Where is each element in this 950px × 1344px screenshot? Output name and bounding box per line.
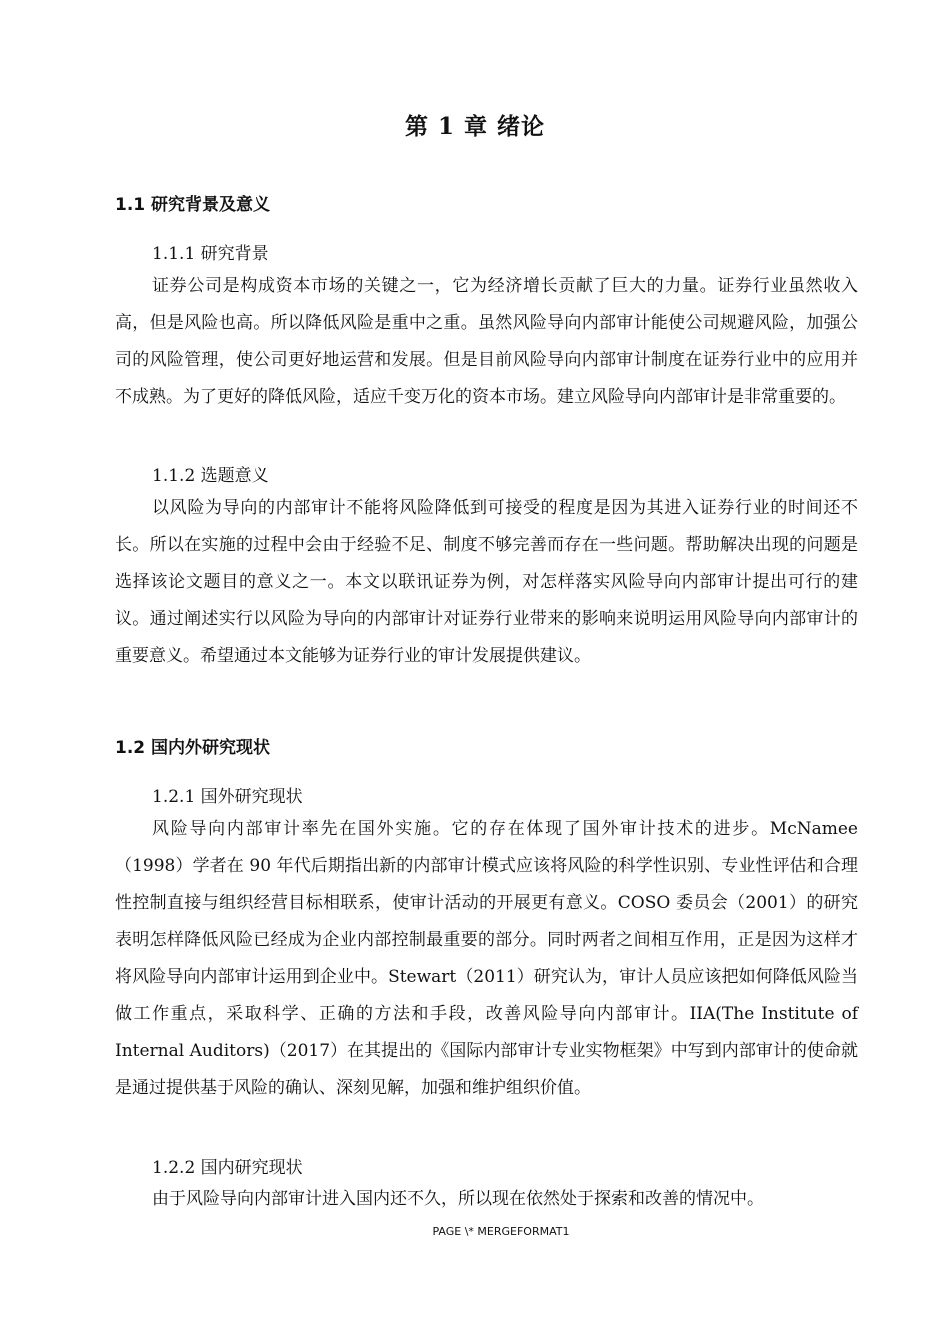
section-heading-1-2: 1.2 国内外研究现状 [115,738,271,758]
subsection-heading-1-1-1: 1.1.1 研究背景 [152,244,269,264]
subsection-heading-1-2-1: 1.2.1 国外研究现状 [152,787,303,807]
paragraph-foreign-research: 风险导向内部审计率先在国外实施。它的存在体现了国外审计技术的进步。McNamee（1998）学者在 90 年代后期指出新的内部审计模式应该将风险的科学性识别、专业性评估和合理性控制直接与组织经营目标相联系，使审计活动的开展更有意义。COSO 委员会（2001）的研究表明怎样降低风险已经成为企业内部控制最重要的部分。同时两者之间相互作用，正是因为这样才将风险导向内部审计运用到企业中。Stewart（2011）研究认为，审计人员应该把如何降低风险当做工作重点，采取科学、正确的方法和手段，改善风险导向内部审计。IIA(The Institute of Internal Auditors)（2017）在其提出的《国际内部审计专业实物框架》中写到内部审计的使命就是通过提供基于风险的确认、深刻见解，加强和维护组织价值。 [115,819,858,1098]
page-footer: PAGE \* MERGEFORMAT1 [432,1225,570,1238]
paragraph-background: 证券公司是构成资本市场的关键之一，它为经济增长贡献了巨大的力量。证券行业虽然收入高，但是风险也高。所以降低风险是重中之重。虽然风险导向内部审计能使公司规避风险，加强公司的风险管理，使公司更好地运营和发展。但是目前风险导向内部审计制度在证券行业中的应用并不成熟。为了更好的降低风险，适应千变万化的资本市场。建立风险导向内部审计是非常重要的。 [115,276,858,407]
section-heading-1-1: 1.1 研究背景及意义 [115,195,271,215]
subsection-heading-1-2-2: 1.2.2 国内研究现状 [152,1158,303,1178]
paragraph-domestic-research: 由于风险导向内部审计进入国内还不久，所以现在依然处于探索和改善的情况中。 [152,1189,764,1209]
chapter-title: 第 1 章 绪论 [404,113,546,140]
subsection-heading-1-1-2: 1.1.2 选题意义 [152,466,269,486]
paragraph-significance: 以风险为导向的内部审计不能将风险降低到可接受的程度是因为其进入证券行业的时间还不长。所以在实施的过程中会由于经验不足、制度不够完善而存在一些问题。帮助解决出现的问题是选择该论文题目的意义之一。本文以联讯证券为例，对怎样落实风险导向内部审计提出可行的建议。通过阐述实行以风险为导向的内部审计对证券行业带来的影响来说明运用风险导向内部审计的重要意义。希望通过本文能够为证券行业的审计发展提供建议。 [115,498,858,666]
